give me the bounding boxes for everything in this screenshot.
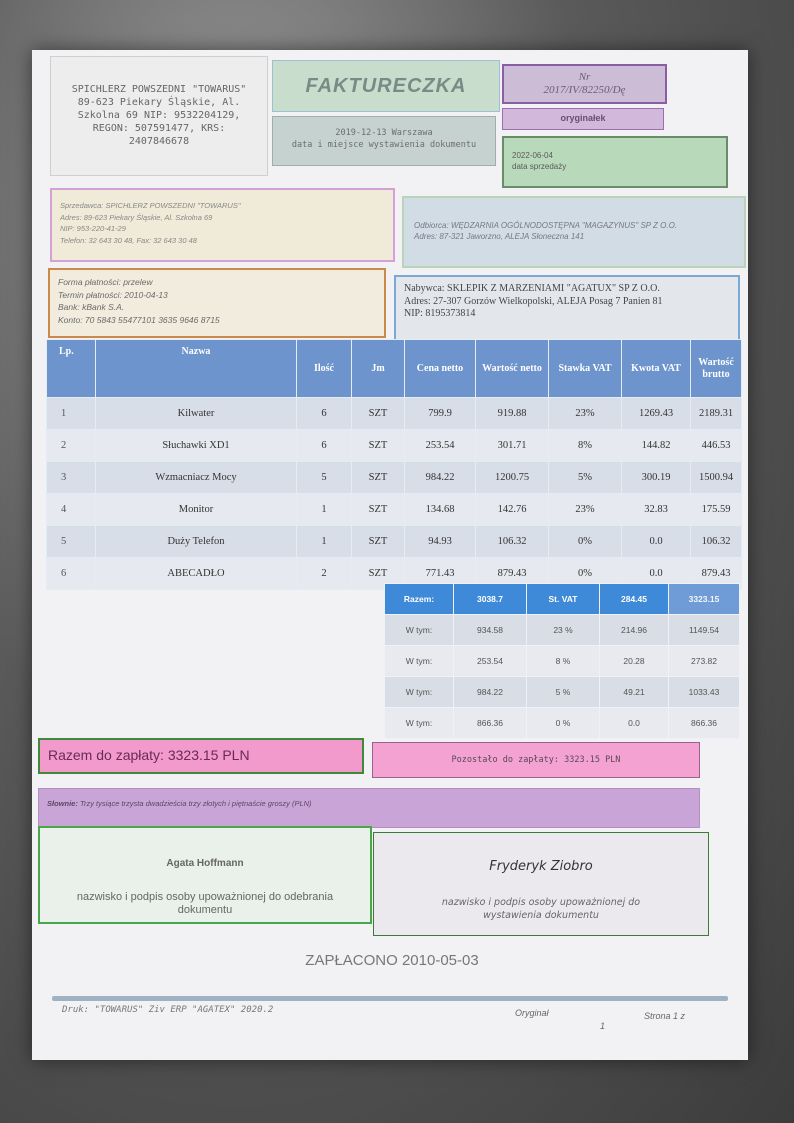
footer-divider bbox=[52, 996, 728, 1001]
table-row bbox=[47, 430, 742, 462]
total-due-amount: 3323.15 PLN bbox=[167, 747, 250, 763]
cell-vat-rate: 23% bbox=[549, 494, 622, 526]
summary-rate: 8 % bbox=[527, 646, 600, 677]
footer-print-info: Druk: "TOWARUS" Ziv ERP "AGATEX" 2020.2 bbox=[62, 1005, 274, 1015]
cell-gross: 879.43 bbox=[691, 558, 742, 590]
cell-net-price: 134.68 bbox=[405, 494, 476, 526]
receiver-signature-caption: nazwisko i podpis osoby upoważnionej do odebrania dokumentu bbox=[76, 891, 334, 916]
cell-qty: 6 bbox=[297, 398, 352, 430]
amount-in-words-label: Słownie: bbox=[47, 799, 78, 808]
summary-header-row bbox=[385, 584, 740, 615]
cell-net-value: 106.32 bbox=[476, 526, 549, 558]
summary-gross: 1033.43 bbox=[669, 677, 740, 708]
summary-label: W tym: bbox=[385, 646, 454, 677]
cell-name: Wzmacniacz Mocy bbox=[96, 462, 297, 494]
cell-net-price: 94.93 bbox=[405, 526, 476, 558]
amount-in-words bbox=[38, 788, 700, 828]
footer-page-label: Strona 1 z bbox=[644, 1011, 686, 1021]
summary-total-vat: 284.45 bbox=[600, 584, 669, 615]
cell-net-value: 879.43 bbox=[476, 558, 549, 590]
summary-gross: 866.36 bbox=[669, 708, 740, 739]
paid-stamp bbox=[232, 952, 552, 969]
seller-header-line: Szkolna 69 NIP: 9532204129, bbox=[77, 110, 241, 121]
summary-net: 934.58 bbox=[454, 615, 527, 646]
summary-label: W tym: bbox=[385, 677, 454, 708]
receiver-address: Adres: 87-321 Jaworzno, ALEJA Słoneczna 141 bbox=[414, 232, 585, 241]
cell-gross: 106.32 bbox=[691, 526, 742, 558]
receiver-signature-name: Agata Hoffmann bbox=[166, 858, 244, 869]
sale-date-box bbox=[502, 136, 728, 188]
cell-vat-rate: 0% bbox=[549, 526, 622, 558]
summary-total-label: Razem: bbox=[385, 584, 454, 615]
seller-details bbox=[50, 188, 395, 262]
issue-place-date: 2019-12-13 Warszawa bbox=[335, 128, 433, 138]
cell-qty: 5 bbox=[297, 462, 352, 494]
seller-phone: Telefon: 32 643 30 48, Fax: 32 643 30 48 bbox=[60, 235, 197, 245]
cell-gross: 1500.94 bbox=[691, 462, 742, 494]
cell-vat-amount: 300.19 bbox=[622, 462, 691, 494]
cell-net-value: 919.88 bbox=[476, 398, 549, 430]
cell-unit: SZT bbox=[352, 430, 405, 462]
cell-net-value: 142.76 bbox=[476, 494, 549, 526]
cell-vat-amount: 1269.43 bbox=[622, 398, 691, 430]
col-lp: Lp. bbox=[47, 340, 96, 398]
buyer-address: Adres: 27-307 Gorzów Wielkopolski, ALEJA Posag 7 Panien 81 bbox=[404, 295, 663, 307]
summary-rate: 5 % bbox=[527, 677, 600, 708]
cell-vat-rate: 5% bbox=[549, 462, 622, 494]
original-badge-text: oryginałek bbox=[560, 113, 606, 123]
invoice-number-value: 2017/IV/82250/Dę bbox=[543, 84, 626, 96]
footer-page-total: 1 bbox=[600, 1021, 606, 1031]
col-vat-amount: Kwota VAT bbox=[622, 340, 691, 398]
cell-vat-amount: 32.83 bbox=[622, 494, 691, 526]
cell-vat-rate: 8% bbox=[549, 430, 622, 462]
col-net-value: Wartość netto bbox=[476, 340, 549, 398]
summary-net: 984.22 bbox=[454, 677, 527, 708]
cell-vat-rate: 0% bbox=[549, 558, 622, 590]
cell-unit: SZT bbox=[352, 398, 405, 430]
summary-label: W tym: bbox=[385, 615, 454, 646]
cell-vat-rate: 23% bbox=[549, 398, 622, 430]
summary-gross: 1149.54 bbox=[669, 615, 740, 646]
document-title-text: FAKTURECZKA bbox=[305, 75, 467, 97]
issuer-signature-box bbox=[373, 832, 709, 936]
payment-account: Konto: 70 5843 55477101 3635 9646 8715 bbox=[58, 314, 220, 325]
cell-net-price: 771.43 bbox=[405, 558, 476, 590]
cell-name: ABECADŁO bbox=[96, 558, 297, 590]
summary-vat-label: St. VAT bbox=[527, 584, 600, 615]
col-qty: Ilość bbox=[297, 340, 352, 398]
summary-vat: 20.28 bbox=[600, 646, 669, 677]
seller-header-line: 89-623 Piekary Śląskie, Al. bbox=[77, 97, 241, 108]
document-title bbox=[272, 60, 500, 112]
cell-name: Kilwater bbox=[96, 398, 297, 430]
summary-gross: 273.82 bbox=[669, 646, 740, 677]
cell-lp: 3 bbox=[47, 462, 96, 494]
table-row bbox=[47, 526, 742, 558]
cell-net-value: 1200.75 bbox=[476, 462, 549, 494]
summary-net: 253.54 bbox=[454, 646, 527, 677]
buyer-nip: NIP: 8195373814 bbox=[404, 308, 476, 319]
payment-details bbox=[48, 268, 386, 338]
issue-caption: data i miejsce wystawienia dokumentu bbox=[291, 140, 477, 150]
cell-vat-amount: 0.0 bbox=[622, 558, 691, 590]
vat-summary-table bbox=[384, 583, 740, 739]
cell-net-price: 984.22 bbox=[405, 462, 476, 494]
col-gross: Wartość brutto bbox=[691, 340, 742, 398]
cell-lp: 6 bbox=[47, 558, 96, 590]
cell-vat-amount: 144.82 bbox=[622, 430, 691, 462]
sale-caption: data sprzedaży bbox=[512, 162, 567, 171]
summary-total-gross: 3323.15 bbox=[669, 584, 740, 615]
remaining-due-text: Pozostało do zapłaty: 3323.15 PLN bbox=[451, 755, 621, 765]
issue-date-box bbox=[272, 116, 496, 166]
cell-qty: 1 bbox=[297, 526, 352, 558]
cell-unit: SZT bbox=[352, 494, 405, 526]
cell-qty: 2 bbox=[297, 558, 352, 590]
cell-vat-amount: 0.0 bbox=[622, 526, 691, 558]
receiver-signature-box bbox=[38, 826, 372, 924]
summary-total-net: 3038.7 bbox=[454, 584, 527, 615]
cell-unit: SZT bbox=[352, 462, 405, 494]
items-header-row bbox=[47, 340, 742, 398]
sale-date: 2022-06-04 bbox=[512, 151, 553, 160]
seller-name: Sprzedawca: SPICHLERZ POWSZEDNI "TOWARUS" bbox=[60, 201, 241, 210]
cell-gross: 2189.31 bbox=[691, 398, 742, 430]
footer-copy-label: Oryginał bbox=[515, 1008, 549, 1018]
summary-row bbox=[385, 646, 740, 677]
summary-rate: 0 % bbox=[527, 708, 600, 739]
summary-row bbox=[385, 615, 740, 646]
receiver-details bbox=[402, 196, 746, 268]
summary-row bbox=[385, 708, 740, 739]
seller-address: Adres: 89-623 Piekary Śląskie, Al. Szkolna 69 bbox=[60, 212, 213, 222]
receiver-name: Odbiorca: WĘDZARNIA OGÓLNODOSTĘPNA "MAGAZYNUS" SP Z O.O. bbox=[414, 221, 678, 230]
table-row bbox=[47, 462, 742, 494]
cell-name: Duży Telefon bbox=[96, 526, 297, 558]
seller-header-line: SPICHLERZ POWSZEDNI "TOWARUS" bbox=[71, 84, 247, 95]
col-name: Nazwa bbox=[96, 340, 297, 398]
cell-unit: SZT bbox=[352, 526, 405, 558]
cell-net-value: 301.71 bbox=[476, 430, 549, 462]
original-badge bbox=[502, 108, 664, 130]
cell-unit: SZT bbox=[352, 558, 405, 590]
cell-gross: 175.59 bbox=[691, 494, 742, 526]
paid-stamp-text: ZAPŁACONO 2010-05-03 bbox=[305, 952, 479, 969]
remaining-due-box bbox=[372, 742, 700, 778]
cell-gross: 446.53 bbox=[691, 430, 742, 462]
payment-bank: Bank: kBank S.A. bbox=[58, 302, 125, 312]
cell-lp: 2 bbox=[47, 430, 96, 462]
invoice-number bbox=[502, 64, 667, 104]
cell-qty: 1 bbox=[297, 494, 352, 526]
summary-vat: 214.96 bbox=[600, 615, 669, 646]
amount-in-words-text: Trzy tysiące trzysta dwadzieścia trzy złotych i piętnaście groszy (PLN) bbox=[79, 799, 312, 808]
summary-vat: 0.0 bbox=[600, 708, 669, 739]
seller-header bbox=[50, 56, 268, 176]
cell-net-price: 253.54 bbox=[405, 430, 476, 462]
cell-name: Słuchawki XD1 bbox=[96, 430, 297, 462]
table-row bbox=[47, 398, 742, 430]
issuer-signature-caption: nazwisko i podpis osoby upoważnionej do wystawienia dokumentu bbox=[441, 897, 641, 921]
payment-due: Termin płatności: 2010-04-13 bbox=[58, 289, 168, 300]
cell-name: Monitor bbox=[96, 494, 297, 526]
col-vat-rate: Stawka VAT bbox=[549, 340, 622, 398]
items-table bbox=[46, 339, 742, 590]
buyer-details bbox=[394, 275, 740, 345]
summary-label: W tym: bbox=[385, 708, 454, 739]
col-net-price: Cena netto bbox=[405, 340, 476, 398]
cell-net-price: 799.9 bbox=[405, 398, 476, 430]
total-due-box bbox=[38, 738, 364, 774]
table-row bbox=[47, 494, 742, 526]
seller-header-line: REGON: 507591477, KRS: bbox=[92, 123, 226, 134]
cell-lp: 4 bbox=[47, 494, 96, 526]
total-due-label: Razem do zapłaty: bbox=[48, 747, 164, 763]
buyer-name: Nabywca: SKLEPIK Z MARZENIAMI "AGATUX" SP Z O.O. bbox=[404, 283, 660, 294]
cell-qty: 6 bbox=[297, 430, 352, 462]
issuer-signature-name: Fryderyk Ziobro bbox=[489, 859, 593, 874]
payment-method: Forma płatności: przelew bbox=[58, 277, 153, 287]
summary-row bbox=[385, 677, 740, 708]
seller-nip: NIP: 953-220-41-29 bbox=[60, 224, 126, 233]
seller-header-line: 2407846678 bbox=[128, 136, 190, 147]
summary-rate: 23 % bbox=[527, 615, 600, 646]
summary-net: 866.36 bbox=[454, 708, 527, 739]
invoice-number-label: Nr bbox=[578, 71, 591, 83]
cell-lp: 5 bbox=[47, 526, 96, 558]
summary-vat: 49.21 bbox=[600, 677, 669, 708]
cell-lp: 1 bbox=[47, 398, 96, 430]
invoice-page bbox=[32, 50, 748, 1060]
col-unit: Jm bbox=[352, 340, 405, 398]
